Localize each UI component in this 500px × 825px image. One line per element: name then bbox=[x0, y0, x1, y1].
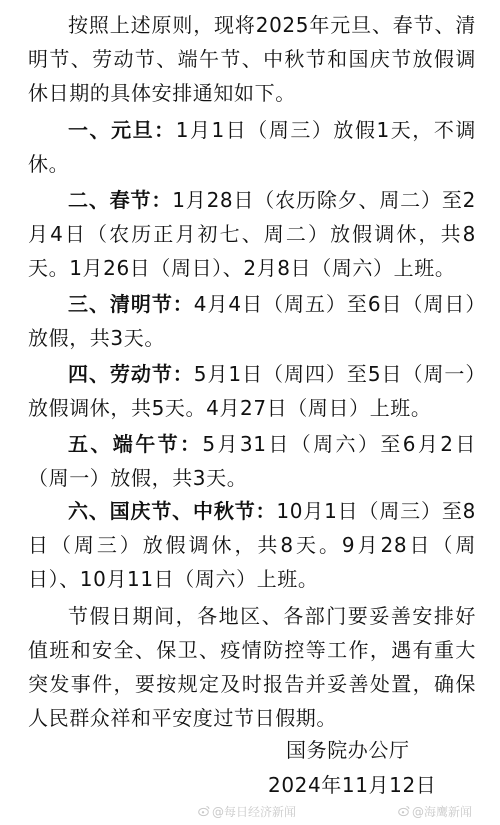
holiday-item-national-mid-autumn bbox=[28, 494, 476, 596]
holiday-details: 5月1日（周四）至5日（周一）放假调休，共5天。4月27日（周日）上班。 bbox=[28, 362, 476, 420]
holiday-details: 1月1日（周三）放假1天，不调休。 bbox=[28, 118, 476, 176]
issue-date: 2024年11月12日 bbox=[268, 773, 437, 797]
holiday-item-new-year bbox=[28, 113, 476, 181]
closing-paragraph: 节假日期间，各地区、各部门要妥善安排好值班和安全、保卫、疫情防控等工作，遇有重大突发事件，要按规定及时报告并妥善处置，确保人民群众祥和平安度过节日假期。 bbox=[28, 604, 476, 730]
holiday-heading: 二、春节： bbox=[68, 188, 173, 212]
holiday-item-dragon-boat bbox=[28, 427, 476, 495]
watermark-text: @海鹰新闻 bbox=[412, 805, 473, 819]
weibo-icon bbox=[198, 805, 210, 817]
holiday-heading: 一、元旦： bbox=[68, 118, 176, 142]
holiday-details: 4月4日（周五）至6日（周日）放假，共3天。 bbox=[28, 292, 476, 350]
holiday-details: 10月1日（周三）至8日（周三）放假调休，共8天。9月28日（周日）、10月11日（周六）上班。 bbox=[28, 499, 477, 591]
watermark bbox=[398, 804, 472, 820]
holiday-item-labor-day bbox=[28, 357, 476, 425]
watermark-text: @每日经济新闻 bbox=[212, 805, 297, 819]
holiday-item-spring-festival bbox=[28, 183, 476, 285]
intro-paragraph: 按照上述原则，现将2025年元旦、春节、清明节、劳动节、端午节、中秋节和国庆节放假调休日期的具体安排通知如下。 bbox=[28, 13, 476, 105]
holiday-details: 5月31日（周六）至6月2日（周一）放假，共3天。 bbox=[28, 432, 476, 490]
weibo-icon bbox=[398, 805, 410, 817]
holiday-heading: 四、劳动节： bbox=[68, 362, 194, 386]
issuer-organization: 国务院办公厅 bbox=[286, 738, 410, 762]
holiday-heading: 六、国庆节、中秋节： bbox=[68, 499, 277, 523]
watermark bbox=[198, 804, 296, 820]
holiday-heading: 五、端午节： bbox=[68, 432, 203, 456]
holiday-heading: 三、清明节： bbox=[68, 292, 194, 316]
holiday-details: 1月28日（农历除夕、周二）至2月4日（农历正月初七、周二）放假调休，共8天。1月26日（周日）、2月8日（周六）上班。 bbox=[28, 188, 477, 280]
holiday-item-qingming bbox=[28, 287, 476, 355]
